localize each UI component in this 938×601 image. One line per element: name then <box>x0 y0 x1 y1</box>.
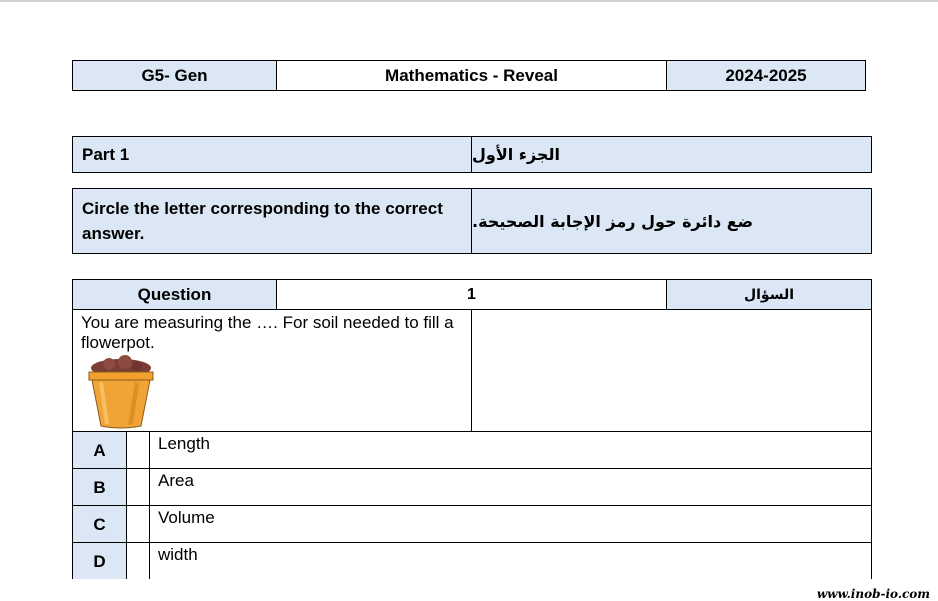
subject-cell: Mathematics - Reveal <box>277 61 667 90</box>
option-text: Length <box>150 432 871 468</box>
option-text: width <box>150 543 871 579</box>
option-a[interactable] <box>73 432 871 469</box>
instruction-en: Circle the letter corresponding to the correct answer. <box>73 189 472 253</box>
question-number: 1 <box>277 280 667 309</box>
question-text: You are measuring the …. For soil needed to fill a flowerpot. <box>81 313 454 352</box>
year-cell: 2024-2025 <box>667 61 865 90</box>
page-top-border <box>0 0 938 2</box>
part-row <box>72 136 872 173</box>
option-letter[interactable]: A <box>73 432 127 468</box>
flowerpot-icon <box>81 352 161 430</box>
option-spacer <box>127 543 150 579</box>
option-spacer <box>127 469 150 505</box>
option-spacer <box>127 506 150 542</box>
option-b[interactable] <box>73 469 871 506</box>
option-text: Volume <box>150 506 871 542</box>
options-list <box>73 432 871 579</box>
question-header <box>73 280 871 310</box>
watermark: www.inob-io.com <box>816 587 930 601</box>
question-table <box>72 279 872 579</box>
instruction-ar: ضع دائرة حول رمز الإجابة الصحيحة. <box>472 211 754 231</box>
grade-cell: G5- Gen <box>73 61 277 90</box>
option-text: Area <box>150 469 871 505</box>
option-letter[interactable]: C <box>73 506 127 542</box>
question-label-en: Question <box>73 280 277 309</box>
question-text-cell <box>73 310 472 431</box>
option-letter[interactable]: B <box>73 469 127 505</box>
instruction-row <box>72 188 872 254</box>
part-title-ar: الجزء الأول <box>472 145 560 164</box>
question-label-ar: السؤال <box>667 280 871 309</box>
question-body <box>73 310 871 432</box>
header-table <box>72 60 866 91</box>
option-spacer <box>127 432 150 468</box>
option-letter[interactable]: D <box>73 543 127 579</box>
option-d[interactable] <box>73 543 871 579</box>
part-title-en: Part 1 <box>73 137 472 172</box>
option-c[interactable] <box>73 506 871 543</box>
